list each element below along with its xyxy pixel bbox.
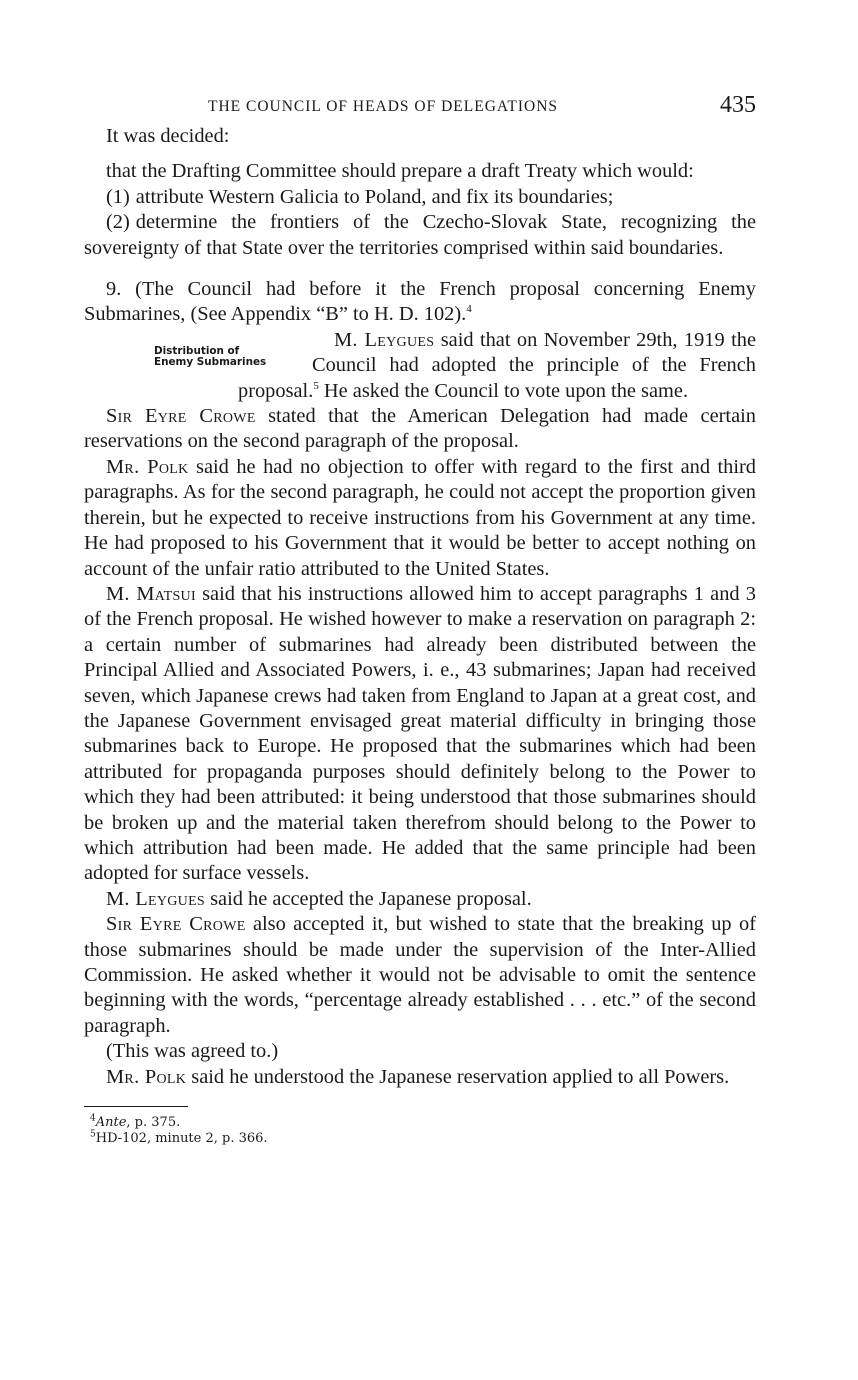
paragraph-leygues-2 <box>84 887 756 912</box>
speaker-name: Mr. Polk <box>106 1065 187 1088</box>
list-item-2 <box>84 210 756 261</box>
list-item-1 <box>84 185 756 210</box>
marginal-note-line: Enemy Submarines <box>154 355 267 368</box>
footnote-text: HD-102, minute 2, p. 366. <box>95 1131 268 1147</box>
list-item-number: (1) <box>106 185 130 208</box>
footnote-4 <box>90 1115 756 1131</box>
speech-text: said he had no objection to offer with regard to the first and third paragraphs. As for the second paragraph, he could not accept the proportion given therein, but he expected to receive instructions from his Government at any time. He had proposed to his Government that it would be better to accept nothing on account of the unfair ratio attributed to the United States. <box>84 455 756 580</box>
speech-text: said he accepted the Japanese proposal. <box>205 887 532 910</box>
paragraph-drafting: that the Drafting Committee should prepare a draft Treaty which would: <box>106 160 694 183</box>
footnote-text: , p. 375. <box>126 1115 181 1131</box>
footnote-mark: 5 <box>90 1129 96 1140</box>
marginal-note-line: Distribution of <box>154 344 240 357</box>
footnote-marker: 5 <box>313 379 319 392</box>
paragraph-leygues-1 <box>238 328 756 404</box>
speech-text: stated that the American Delegation had made certain reservations on the second paragraph of the proposal. <box>84 405 756 453</box>
paragraph-9 <box>84 277 756 328</box>
page-number: 435 <box>720 92 756 118</box>
speaker-name: M. Leygues <box>106 887 206 910</box>
speech-text: said that on November 29th, 1919 the Council had adopted the principle of the French proposal. <box>238 328 756 402</box>
paragraph-decided: It was decided: <box>106 125 230 147</box>
paragraph-crowe-1 <box>84 404 756 455</box>
footnote-reference: Ante <box>95 1115 127 1131</box>
footnote-5 <box>90 1131 756 1147</box>
speaker-name: Sir Eyre Crowe <box>106 913 246 936</box>
side-block <box>84 328 756 404</box>
running-head <box>84 92 756 124</box>
footnote-marker: 4 <box>466 303 472 316</box>
footnotes <box>84 1115 756 1147</box>
speaker-name: Mr. Polk <box>106 455 189 478</box>
speaker-name: M. Matsui <box>106 582 196 605</box>
list-item-number: (2) <box>106 211 130 234</box>
paragraph-polk-1 <box>84 455 756 582</box>
speech-text: also accepted it, but wished to state that the breaking up of those submarines should be made under the supervision of the Inter-Allied Commission. He asked whether it would not be advisable to omit the sentence beginning with the words, “percentage already established . . . etc.” of the second paragraph. <box>84 913 756 1037</box>
speaker-name: M. Leygues <box>334 328 435 351</box>
marginal-note <box>154 346 304 368</box>
document-page <box>84 92 756 1147</box>
running-title: THE COUNCIL OF HEADS OF DELEGATIONS <box>208 98 559 115</box>
speech-text: He asked the Council to vote upon the same. <box>318 379 689 402</box>
footnote-divider <box>84 1106 188 1107</box>
speaker-name: Sir Eyre Crowe <box>106 405 256 428</box>
body-text <box>84 124 756 1090</box>
paragraph-agreed: (This was agreed to.) <box>106 1040 279 1063</box>
list-item-text: attribute Western Galicia to Poland, and fix its boundaries; <box>135 185 614 208</box>
paragraph-polk-2 <box>84 1065 756 1090</box>
paragraph-9-text: 9. (The Council had before it the French proposal concerning Enemy Submarines, (See Appendix “B” to H. D. 102). <box>84 278 756 326</box>
paragraph-crowe-2 <box>84 912 756 1039</box>
speech-text: said he understood the Japanese reservation applied to all Powers. <box>186 1065 730 1088</box>
paragraph-matsui <box>84 582 756 887</box>
speech-text: said that his instructions allowed him to accept paragraphs 1 and 3 of the French proposal. He wished however to make a reservation on paragraph 2: a certain number of submarines had already been distributed between the Principal Allied and Associated Powers, i. e., 43 submarines; Japan had received seven, which Japanese crews had taken from England to Japan at a great cost, and the Japanese Government envisaged great material difficulty in bringing those submarines back to Europe. He proposed that the submarines which had been attributed for propaganda purposes should definitely belong to the Power to which they had been attributed: it being understood that those submarines should be broken up and the material taken therefrom should belong to the Power to which attribution had been made. He added that the same principle had been adopted for surface vessels. <box>84 582 757 885</box>
footnote-mark: 4 <box>90 1113 96 1124</box>
list-item-text: determine the frontiers of the Czecho-Slovak State, recognizing the sovereignty of that State over the territories comprised within said boundaries. <box>84 211 756 259</box>
